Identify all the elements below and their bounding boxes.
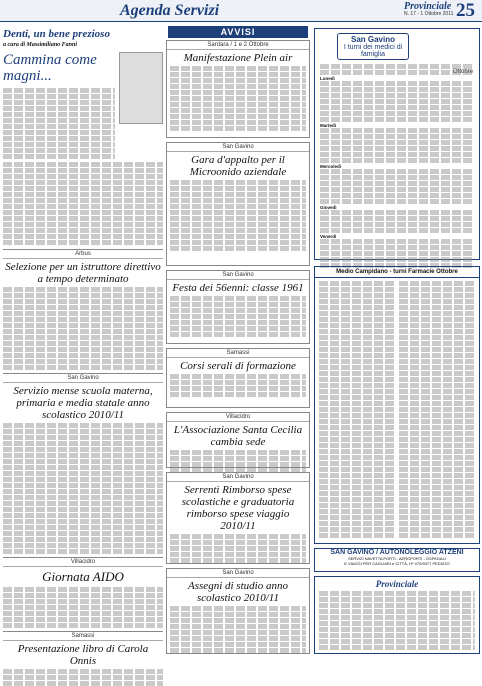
day-label: Martedì xyxy=(320,123,337,128)
title: Corsi serali di formazione xyxy=(180,360,296,372)
box-title: San Gavino xyxy=(350,35,395,44)
page-number: 25 xyxy=(456,0,475,21)
medici-box xyxy=(314,28,480,260)
kicker: San Gavino xyxy=(167,473,309,482)
imprint-body xyxy=(315,589,479,653)
kicker-arbus: Arbus xyxy=(3,250,163,259)
title: Festa dei 56enni: classe 1961 xyxy=(172,282,304,294)
kicker-sangavino: San Gavino xyxy=(3,374,163,383)
article-plein-air xyxy=(166,40,310,138)
farmacie-box xyxy=(314,266,480,544)
article-body-cont xyxy=(3,162,163,245)
article-santa-cecilia xyxy=(166,412,310,468)
article-headline: Denti, un bene prezioso xyxy=(3,28,110,40)
pull-quote: Cammina come magni... xyxy=(3,52,97,84)
turni-list xyxy=(315,60,479,273)
body-aido xyxy=(3,587,163,628)
article-body xyxy=(3,88,115,159)
kicker: Villacidro xyxy=(167,413,309,422)
body xyxy=(167,180,309,251)
section-avvisi: AVVISI xyxy=(168,26,308,38)
day-label: Giovedì xyxy=(320,205,337,210)
page-header xyxy=(0,0,482,22)
title-arbus: Selezione per un istruttore direttivo a tempo determinato xyxy=(5,261,161,285)
banner-line2: SERVIZI NAVETTA PORTI - AEROPORTI - OSPEDALI xyxy=(348,556,446,561)
imprint-logo: Provinciale xyxy=(375,579,419,589)
title-libro: Presentazione libro di Carola Onnis xyxy=(17,643,149,667)
title-mense: Servizio mense scuola materna, primaria e media statale anno scolastico 2010/11 xyxy=(13,385,153,421)
issue-date: N. 17 - 1 Ottobre 2011 xyxy=(404,11,454,17)
kicker: Sardara / 1 e 2 Ottobre xyxy=(167,41,309,50)
masthead-logo: Provinciale xyxy=(404,1,452,12)
kicker-samassi: Samassi xyxy=(3,632,163,641)
section-title: Agenda Servizi xyxy=(120,2,220,19)
body xyxy=(167,66,309,131)
kicker-villacidro: Villacidro xyxy=(3,558,163,567)
tooth-image xyxy=(119,52,163,124)
title: Assegni di studio anno scolastico 2010/11 xyxy=(188,580,288,604)
body xyxy=(167,374,309,397)
farmacie-col2 xyxy=(399,281,475,539)
kicker: San Gavino xyxy=(167,143,309,152)
title: Manifestazione Plein air xyxy=(183,52,293,64)
banner-line1: SAN GAVINO / AUTONOLEGGIO ATZENI xyxy=(330,549,464,556)
article-corsi-serali xyxy=(166,348,310,408)
body-mense xyxy=(3,423,163,554)
day-label: Venerdì xyxy=(320,234,337,239)
day-label: Mercoledì xyxy=(320,164,342,169)
article-assegni xyxy=(166,568,310,654)
article-microonido xyxy=(166,142,310,266)
byline: a cura di Massimiliano Fanni xyxy=(3,42,78,48)
article-56enni xyxy=(166,270,310,344)
left-column xyxy=(3,28,163,667)
imprint-box xyxy=(314,576,480,654)
title: Gara d'appalto per il Microonido aziendale xyxy=(189,154,287,178)
month: Ottobre xyxy=(452,69,473,75)
banner-line3: E VIAGGI PER CAGLIARI e CITTÀ, H* 070/9377 PEDIZZO xyxy=(344,561,450,566)
box-subtitle: I turni dei medici di famiglia xyxy=(343,44,403,58)
autonoleggio-banner xyxy=(314,548,480,572)
kicker: San Gavino xyxy=(167,569,309,578)
body-libro xyxy=(3,669,163,686)
body xyxy=(167,606,309,653)
body xyxy=(167,296,309,337)
title: Serrentì Rimborso spese scolastiche e graduatoria rimborso spese viaggio 2010/11 xyxy=(181,484,295,532)
farmacie-title: Medio Campidano - turni Farmacie Ottobre xyxy=(315,267,479,278)
title-aido: Giornata AIDO xyxy=(42,569,124,584)
farmacie-col1 xyxy=(319,281,395,539)
kicker: Samassi xyxy=(167,349,309,358)
body xyxy=(167,534,309,563)
body xyxy=(167,450,309,473)
body-arbus xyxy=(3,287,163,370)
kicker: San Gavino xyxy=(167,271,309,280)
article-rimborso xyxy=(166,472,310,564)
day-label: Lunedì xyxy=(320,76,335,81)
title: L'Associazione Santa Cecilia cambia sede xyxy=(173,424,303,448)
